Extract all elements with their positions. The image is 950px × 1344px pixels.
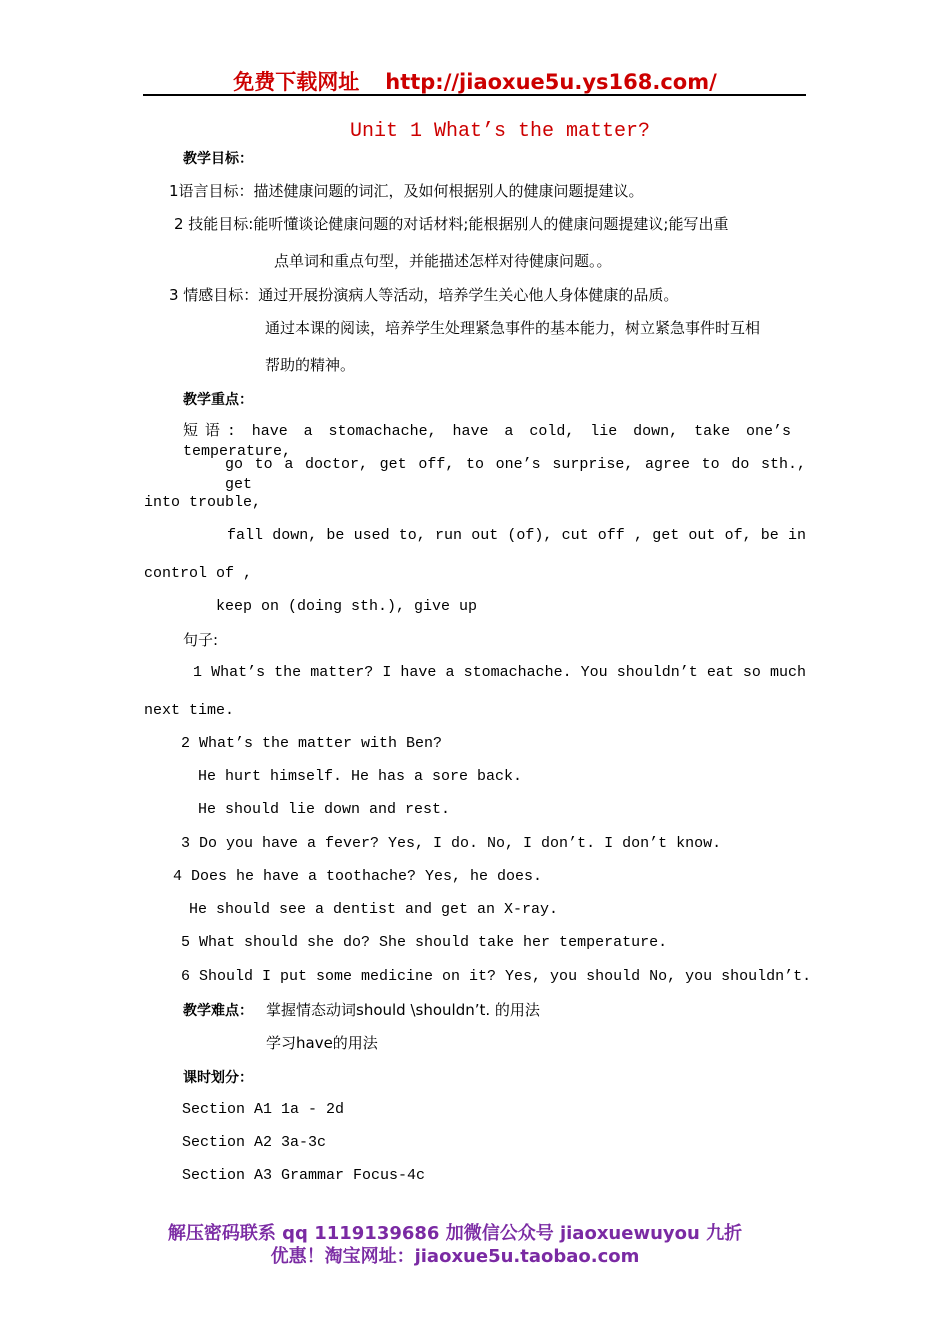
schedule-item: Section A2 3a-3c — [182, 1134, 327, 1151]
sentence-line: next time. — [144, 702, 235, 719]
sentence-line: He should lie down and rest. — [198, 801, 451, 818]
schedule-heading: 课时划分： — [183, 1070, 253, 1086]
difficulties-heading: 教学难点： — [183, 1003, 253, 1019]
objective-emotion-cont1: 通过本课的阅读，培养学生处理紧急事件的基本能力，树立紧急事件时互相 — [265, 319, 761, 337]
sentence-line: 1 What’s the matter? I have a stomachache. You shouldn’t eat so much — [193, 664, 806, 681]
header-url-link[interactable]: http://jiaoxue5u.ys168.com/ — [385, 70, 717, 94]
objective-skill-cont: 点单词和重点句型，并能描述怎样对待健康问题。。 — [274, 252, 612, 270]
document-title: Unit 1 What’s the matter? — [349, 120, 651, 143]
schedule-item: Section A3 Grammar Focus-4c — [182, 1167, 426, 1184]
sentence-line: 5 What should she do? She should take her temperature. — [181, 934, 668, 951]
sentence-line: He hurt himself. He has a sore back. — [198, 768, 523, 785]
sentence-line: 4 Does he have a toothache? Yes, he does. — [173, 868, 543, 885]
objective-emotion: 3 情感目标：通过开展扮演病人等活动，培养学生关心他人身体健康的品质。 — [169, 286, 679, 304]
objectives-heading: 教学目标： — [183, 151, 253, 167]
phrases-line: control of , — [144, 565, 253, 582]
phrases-line: go to a doctor, get off, to one’s surprise, agree to do sth., get — [225, 456, 806, 493]
phrases-line: fall down, be used to, run out (of), cut off , get out of, be in — [227, 527, 806, 544]
sentence-line: 2 What’s the matter with Ben? — [181, 735, 443, 752]
footer-line2: 优惠！淘宝网址：jiaoxue5u.taobao.com — [270, 1246, 640, 1267]
sentence-line: 3 Do you have a fever? Yes, I do. No, I don’t. I don’t know. — [181, 835, 722, 852]
sentence-line: 6 Should I put some medicine on it? Yes, you should No, you shouldn’t. — [181, 968, 812, 985]
phrases-line: keep on (doing sth.), give up — [216, 598, 478, 615]
objective-skill: 2 技能目标:能听懂谈论健康问题的对话材料;能根据别人的健康问题提建议;能写出重 — [174, 215, 729, 233]
difficulties-line2: 学习have的用法 — [266, 1034, 378, 1052]
page-header — [0, 66, 950, 96]
schedule-item: Section A1 1a - 2d — [182, 1101, 345, 1118]
header-label: 免费下载网址 — [233, 70, 360, 94]
phrases-line: 短语: have a stomachache, have a cold, lie down, take one’s temperature, — [183, 423, 791, 460]
phrases-line: into trouble, — [144, 494, 262, 511]
header-rule — [143, 94, 806, 96]
key-points-heading: 教学重点： — [183, 392, 253, 408]
sentences-label: 句子: — [183, 631, 219, 649]
objective-language: 1语言目标：描述健康问题的词汇，及如何根据别人的健康问题提建议。 — [169, 182, 644, 200]
sentence-line: He should see a dentist and get an X-ray. — [189, 901, 559, 918]
difficulties-line1: 掌握情态动词should \shouldn’t. 的用法 — [266, 1001, 540, 1019]
footer-line1: 解压密码联系 qq 1119139686 加微信公众号 jiaoxuewuyou 九折 — [167, 1223, 743, 1244]
objective-emotion-cont2: 帮助的精神。 — [265, 356, 356, 374]
